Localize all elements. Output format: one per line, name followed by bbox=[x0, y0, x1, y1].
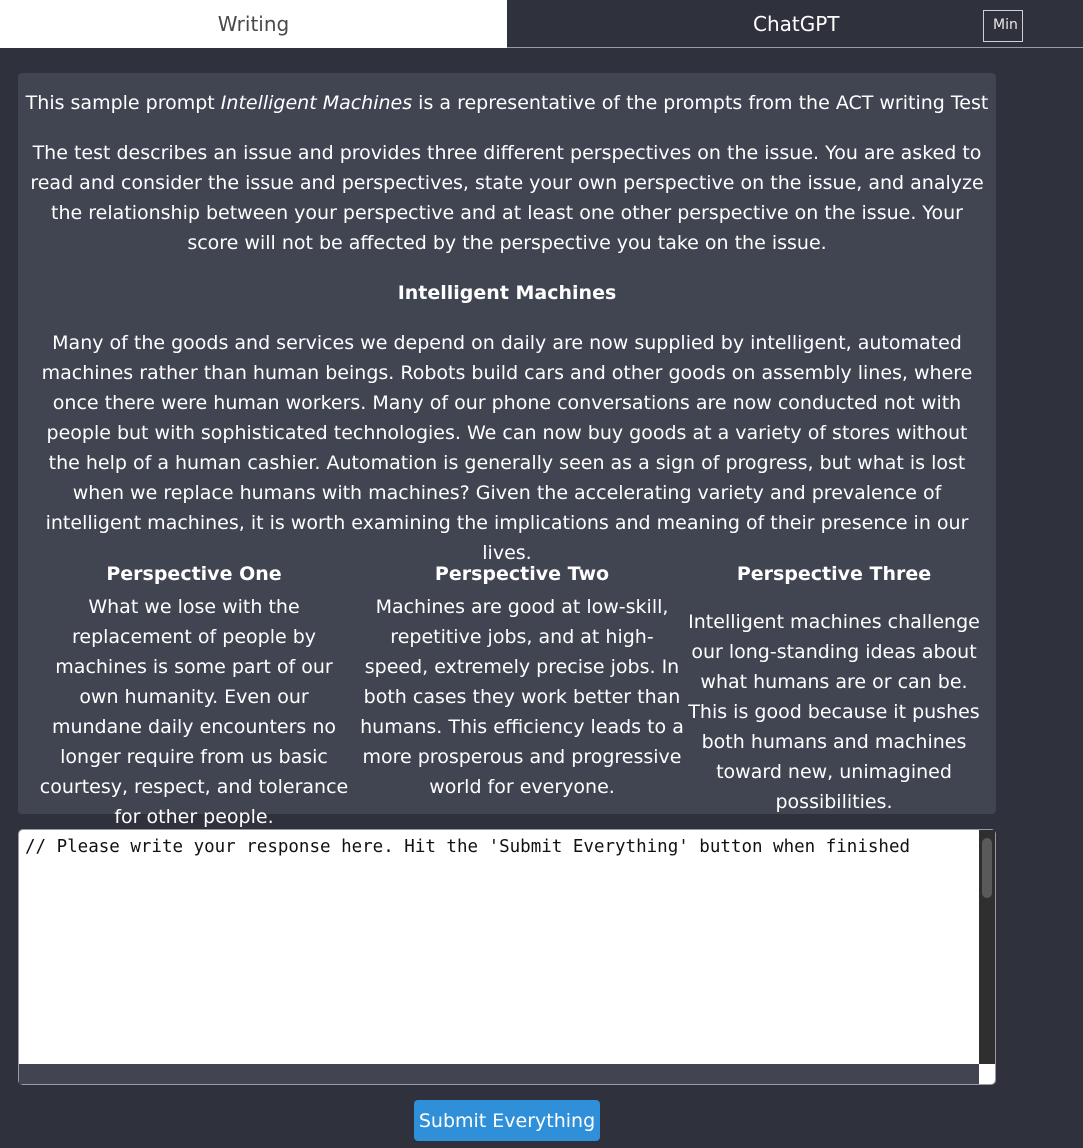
tab-chatgpt[interactable]: ChatGPT bbox=[507, 0, 1083, 48]
perspective-three-heading: Perspective Three bbox=[736, 563, 932, 585]
response-editor[interactable] bbox=[18, 829, 996, 1085]
prompt-intro bbox=[18, 88, 996, 118]
prompt-title: Intelligent Machines bbox=[397, 282, 617, 304]
prompt-description: The test describes an issue and provides three different perspectives on the issue. You are asked to read and consider the issue and perspectives, state your own perspective on the issue, and analyze the relationship between your perspective and at least one other perspective on the issue. Your score will not be affected by the perspective you take on the issue. bbox=[30, 142, 984, 254]
tab-bar bbox=[0, 0, 1018, 48]
editor-content[interactable]: // Please write your response here. Hit the 'Submit Everything' button when finished bbox=[25, 837, 911, 857]
perspective-two bbox=[359, 559, 685, 802]
intro-text-before: This sample prompt bbox=[25, 92, 221, 114]
perspective-one-text: What we lose with the replacement of people by machines is some part of our own humanity. Even our mundane daily encounters no longer require from us basic courtesy, respect, and tolerance for other people. bbox=[39, 596, 349, 828]
minimize-button[interactable]: Min bbox=[983, 10, 1023, 42]
perspective-three bbox=[688, 559, 980, 817]
perspective-one-heading: Perspective One bbox=[106, 563, 282, 585]
intro-text-after: is a representative of the prompts from the ACT writing Test bbox=[412, 92, 989, 114]
prompt-card bbox=[18, 73, 996, 828]
editor-scrollbar[interactable] bbox=[979, 830, 995, 1064]
tab-writing[interactable]: Writing bbox=[0, 0, 507, 48]
scrollbar-thumb[interactable] bbox=[982, 838, 992, 898]
perspective-two-text: Machines are good at low-skill, repetitive jobs, and at high-speed, extremely precise jobs. In both cases they work better than humans. This efficiency leads to a more prosperous and progressive world for everyone. bbox=[360, 596, 684, 798]
perspective-three-text: Intelligent machines challenge our long-standing ideas about what humans are or can be. This is good because it pushes both humans and machines toward new, unimagined possibilities. bbox=[688, 611, 980, 813]
intro-prompt-name: Intelligent Machines bbox=[220, 92, 413, 114]
issue-text: Many of the goods and services we depend on daily are now supplied by intelligent, automated machines rather than human beings. Robots build cars and other goods on assembly lines, where once there were human workers. Many of our phone conversations are now conducted not with people but with sophisticated technologies. We can now buy goods at a variety of stores without the help of a human cashier. Automation is generally seen as a sign of progress, but what is lost when we replace humans with machines? Given the accelerating variety and prevalence of intelligent machines, it is worth examining the implications and meaning of their presence in our lives. bbox=[41, 332, 973, 564]
editor-footer-strip bbox=[19, 1064, 979, 1084]
submit-everything-button[interactable]: Submit Everything bbox=[414, 1100, 600, 1141]
perspective-one bbox=[36, 559, 352, 832]
perspective-two-heading: Perspective Two bbox=[434, 563, 610, 585]
